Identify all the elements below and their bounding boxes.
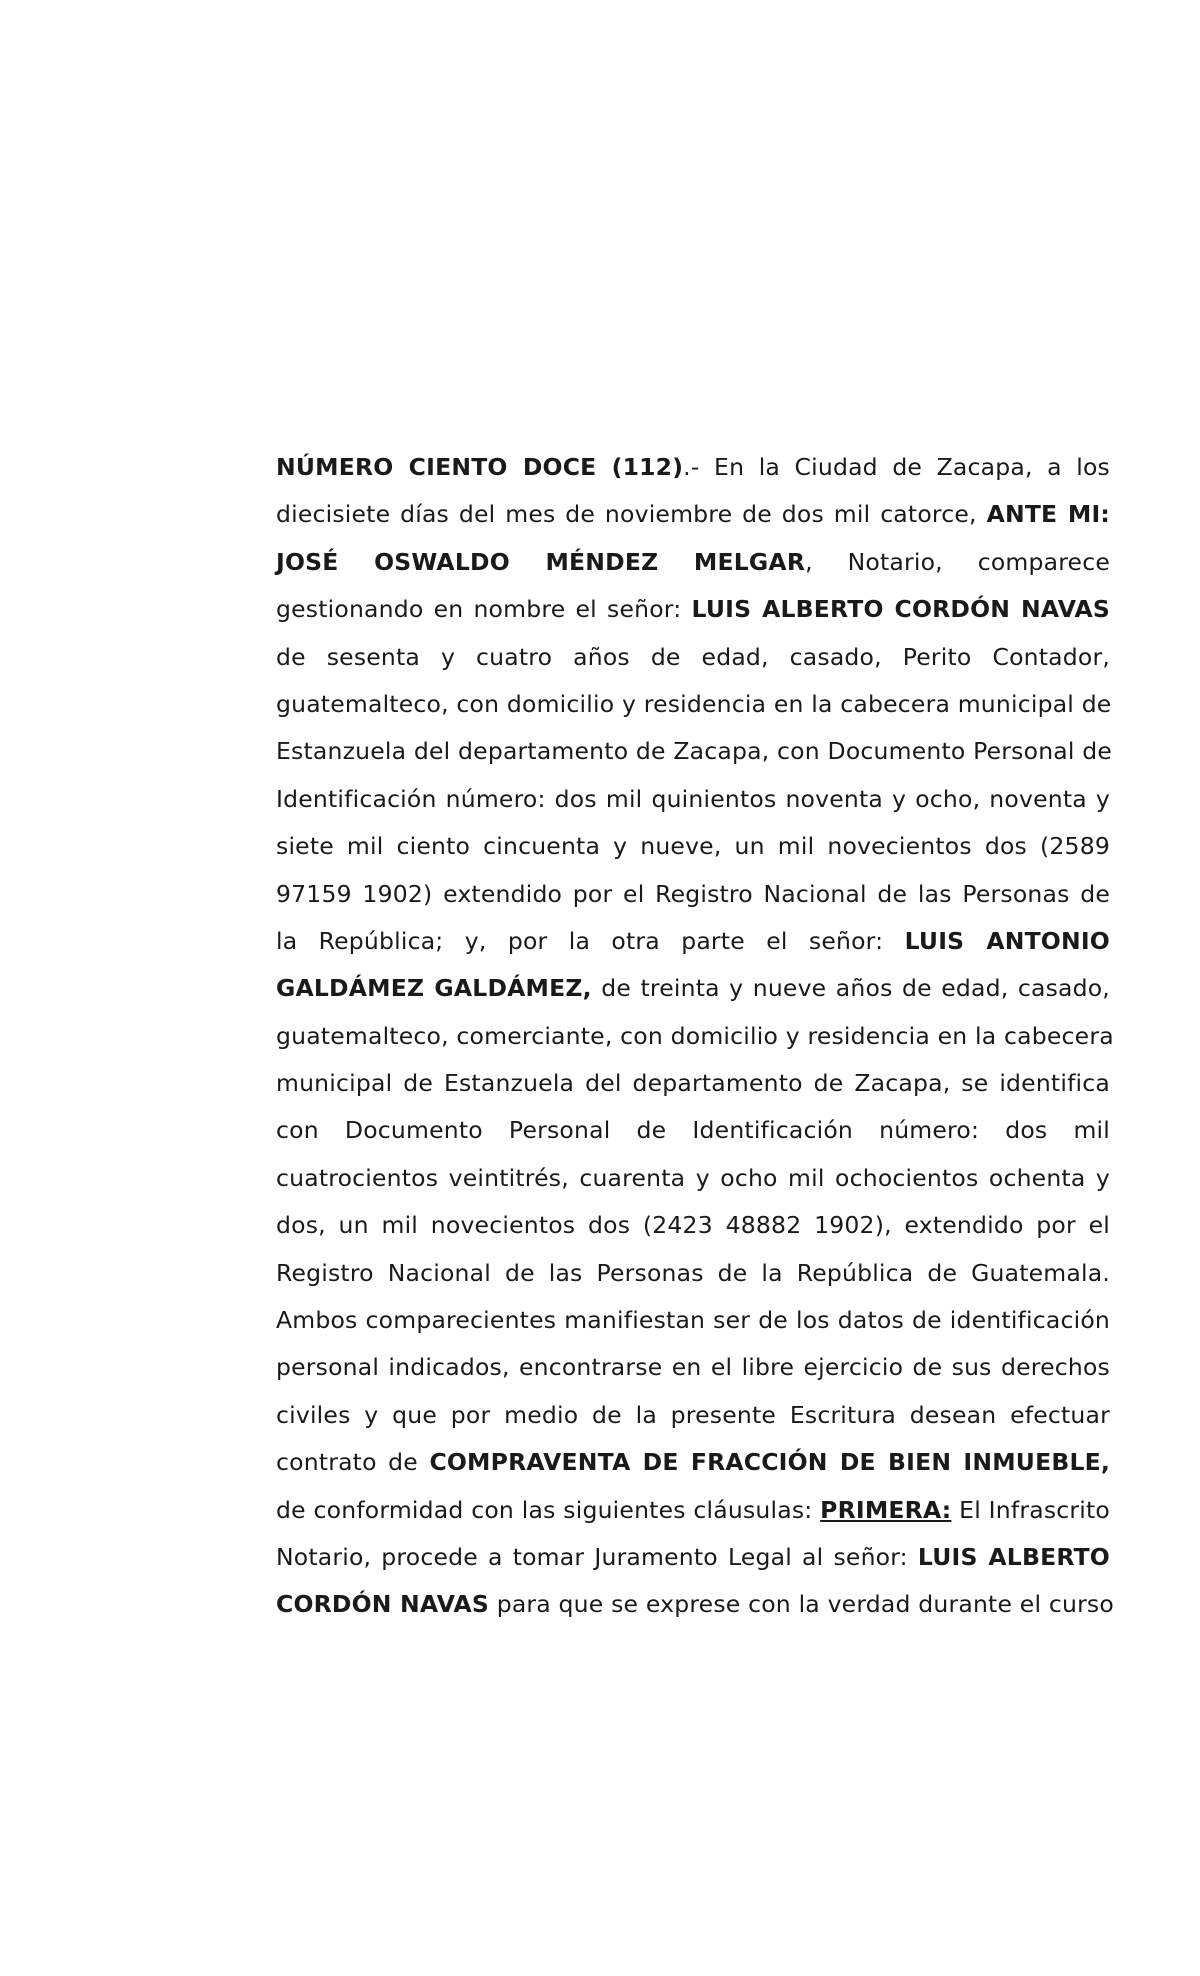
bold-text-segment: COMPRAVENTA DE FRACCIÓN DE BIEN INMUEBLE, bbox=[429, 1448, 1110, 1477]
text-segment: guatemalteco, con domicilio y residencia en la cabecera municipal de bbox=[276, 689, 1112, 718]
bold-text-segment: NÚMERO CIENTO DOCE (112) bbox=[276, 453, 684, 481]
text-line bbox=[276, 871, 1110, 918]
text-segment: dos, un mil novecientos dos (2423 48882 1902), extendido por el bbox=[276, 1211, 1110, 1240]
text-segment: Estanzuela del departamento de Zacapa, con Documento Personal de bbox=[276, 737, 1113, 766]
bold-text-segment: PRIMERA: bbox=[820, 1495, 952, 1524]
text-line bbox=[276, 1297, 1110, 1344]
text-segment: municipal de Estanzuela del departamento de Zacapa, se identifica bbox=[276, 1069, 1110, 1098]
text-line bbox=[276, 1155, 1110, 1202]
text-segment: gestionando en nombre el señor: bbox=[276, 595, 692, 624]
text-line bbox=[276, 1013, 1114, 1060]
text-line bbox=[276, 965, 1110, 1012]
text-segment: .- En la Ciudad de Zacapa, a los bbox=[683, 453, 1110, 481]
bold-text-segment: CORDÓN NAVAS bbox=[276, 1590, 490, 1619]
text-segment: personal indicados, encontrarse en el libre ejercicio de sus derechos bbox=[276, 1353, 1110, 1382]
text-line bbox=[276, 491, 1110, 538]
bold-text-segment: JOSÉ OSWALDO MÉNDEZ MELGAR bbox=[276, 547, 806, 576]
text-segment: la República; y, por la otra parte el señor: bbox=[276, 926, 905, 955]
text-segment: de conformidad con las siguientes cláusulas: bbox=[276, 1495, 821, 1524]
bold-text-segment: LUIS ANTONIO bbox=[904, 926, 1110, 955]
text-line bbox=[276, 586, 1110, 633]
text-segment: civiles y que por medio de la presente Escritura desean efectuar bbox=[276, 1400, 1110, 1429]
text-segment: Notario, procede a tomar Juramento Legal al señor: bbox=[276, 1542, 918, 1571]
text-segment: diecisiete días del mes de noviembre de dos mil catorce, bbox=[276, 500, 987, 529]
text-line bbox=[276, 634, 1110, 681]
text-line bbox=[276, 444, 1110, 491]
text-segment: de sesenta y cuatro años de edad, casado, Perito Contador, bbox=[276, 642, 1110, 671]
text-segment: 97159 1902) extendido por el Registro Nacional de las Personas de bbox=[276, 879, 1110, 908]
text-line bbox=[276, 1344, 1110, 1391]
text-line bbox=[276, 1060, 1110, 1107]
text-line bbox=[276, 823, 1110, 870]
bold-text-segment: ANTE MI: bbox=[986, 500, 1110, 529]
text-segment: Identificación número: dos mil quinientos noventa y ocho, noventa y bbox=[276, 784, 1110, 813]
text-line bbox=[276, 1581, 1114, 1628]
text-line bbox=[276, 1250, 1110, 1297]
text-line bbox=[276, 539, 1110, 586]
text-line bbox=[276, 1107, 1110, 1154]
text-line bbox=[276, 1439, 1110, 1486]
text-segment: cuatrocientos veintitrés, cuarenta y ocho mil ochocientos ochenta y bbox=[276, 1163, 1110, 1192]
text-segment: Registro Nacional de las Personas de la República de Guatemala. bbox=[276, 1258, 1110, 1287]
bold-text-segment: GALDÁMEZ GALDÁMEZ, bbox=[276, 974, 592, 1003]
text-segment: Ambos comparecientes manifiestan ser de los datos de identificación bbox=[276, 1306, 1110, 1335]
text-segment: , Notario, comparece bbox=[805, 547, 1110, 576]
text-line bbox=[276, 1392, 1110, 1439]
text-line bbox=[276, 918, 1110, 965]
text-line bbox=[276, 728, 1113, 775]
text-segment: de treinta y nueve años de edad, casado, bbox=[591, 974, 1110, 1003]
bold-text-segment: LUIS ALBERTO CORDÓN NAVAS bbox=[691, 595, 1111, 624]
text-segment: para que se exprese con la verdad durante el curso bbox=[489, 1590, 1114, 1619]
text-line bbox=[276, 776, 1110, 823]
deed-body-text bbox=[276, 444, 1114, 1629]
text-segment: siete mil ciento cincuenta y nueve, un mil novecientos dos (2589 bbox=[276, 832, 1110, 861]
text-line bbox=[276, 1534, 1110, 1581]
text-segment: contrato de bbox=[276, 1448, 430, 1477]
text-segment: con Documento Personal de Identificación número: dos mil bbox=[276, 1116, 1110, 1145]
text-segment: El Infrascrito bbox=[951, 1495, 1110, 1524]
bold-text-segment: LUIS ALBERTO bbox=[917, 1542, 1110, 1571]
text-segment: guatemalteco, comerciante, con domicilio y residencia en la cabecera bbox=[276, 1021, 1114, 1050]
text-line bbox=[276, 681, 1110, 728]
text-line bbox=[276, 1202, 1110, 1249]
text-line bbox=[276, 1487, 1110, 1534]
